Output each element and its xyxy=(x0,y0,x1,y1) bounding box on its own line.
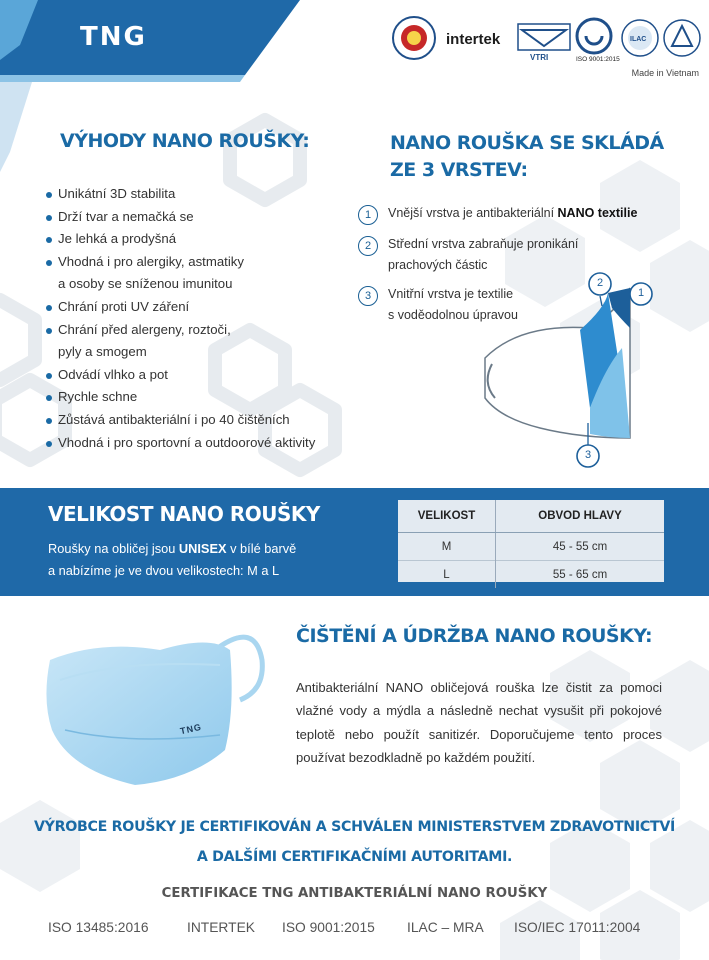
list-item: Unikátní 3D stabilita xyxy=(46,183,315,206)
vtri-logo xyxy=(518,24,570,62)
header-band xyxy=(0,0,300,90)
intertek-logo xyxy=(442,26,512,48)
size-description: Roušky na obličej jsou UNISEX v bílé barvě a nabízíme je ve dvou velikostech: M a L xyxy=(48,541,297,578)
brand-logo: TNG xyxy=(80,22,147,52)
layers-title: NANO ROUŠKA SE SKLÁDÁ ZE 3 VRSTEV: xyxy=(390,132,664,181)
list-item: Vhodná i pro sportovní a outdoorové aktivity xyxy=(46,432,315,455)
list-item: Rychle schne xyxy=(46,386,315,409)
svg-text:ISO 9001:2015: ISO 9001:2015 xyxy=(576,56,620,62)
mask-brand-label: TNG xyxy=(179,721,203,737)
list-item: Odvádí vlhko a pot xyxy=(46,364,315,387)
advantages-list xyxy=(46,183,315,454)
ministry-seal-icon xyxy=(393,17,435,59)
list-item: Vhodná i pro alergiky, astmatiky a osoby se sníženou imunitou xyxy=(46,251,315,296)
table-header: VELIKOST xyxy=(398,500,496,533)
cleaning-title: ČIŠTĚNÍ A ÚDRŽBA NANO ROUŠKY: xyxy=(296,625,653,647)
ilac-mra-logo xyxy=(622,20,658,56)
list-item: Drží tvar a nemačká se xyxy=(46,206,315,229)
certification-item: ISO 9001:2015 xyxy=(282,920,375,935)
certification-item: ILAC – MRA xyxy=(407,920,484,935)
diagram-label: 2 xyxy=(596,277,604,289)
diagram-label: 3 xyxy=(584,449,592,461)
accreditation-logo xyxy=(664,20,700,56)
certification-statement: VÝROBCE ROUŠKY JE CERTIFIKOVÁN A SCHVÁLEN MINISTERSTVEM ZDRAVOTNICTVÍ A DALŠÍMI CERTIFIKAČNÍMI AUTORITAMI. xyxy=(33,819,676,865)
certification-item: INTERTEK xyxy=(187,920,255,935)
layer-number: 2 xyxy=(358,236,378,256)
list-item: Zůstává antibakteriální i po 40 čištěních xyxy=(46,409,315,432)
mask-layers-diagram xyxy=(480,268,700,468)
layer-number: 1 xyxy=(358,205,378,225)
list-item: Je lehká a prodyšná xyxy=(46,228,315,251)
size-table xyxy=(398,500,664,582)
list-item: Chrání před alergeny, roztoči, pyly a smogem xyxy=(46,319,315,364)
svg-text:ILAC: ILAC xyxy=(630,36,647,43)
certification-item: ISO/IEC 17011:2004 xyxy=(514,920,641,935)
advantages-title: VÝHODY NANO ROUŠKY: xyxy=(60,130,310,152)
side-accent xyxy=(0,82,40,202)
table-row: L 55 - 65 cm xyxy=(398,561,664,589)
table-header: OBVOD HLAVY xyxy=(496,500,665,533)
certification-item: ISO 13485:2016 xyxy=(48,920,149,935)
svg-text:VTRI: VTRI xyxy=(530,53,549,62)
certification-logos xyxy=(390,14,702,62)
size-title: VELIKOST NANO ROUŠKY xyxy=(48,502,320,526)
cleaning-text: Antibakteriální NANO obličejová rouška lze čistit za pomoci vlažné vody a mýdla a následně nechat vysušit při pokojové teplotě nebo použít sanitizér. Doporučujeme tento proces používat bezodkladně po každém použití. xyxy=(296,680,662,765)
made-in-label: Made in Vietnam xyxy=(631,68,699,78)
mask-photo xyxy=(40,620,280,788)
diagram-label: 1 xyxy=(637,287,645,299)
table-row: M 45 - 55 cm xyxy=(398,533,664,561)
iso-9001-logo xyxy=(576,19,620,62)
certification-subtitle: CERTIFIKACE TNG ANTIBAKTERIÁLNÍ NANO ROUŠKY xyxy=(161,886,548,901)
layer-number: 3 xyxy=(358,286,378,306)
svg-text:intertek: intertek xyxy=(446,31,501,48)
list-item: Chrání proti UV záření xyxy=(46,296,315,319)
